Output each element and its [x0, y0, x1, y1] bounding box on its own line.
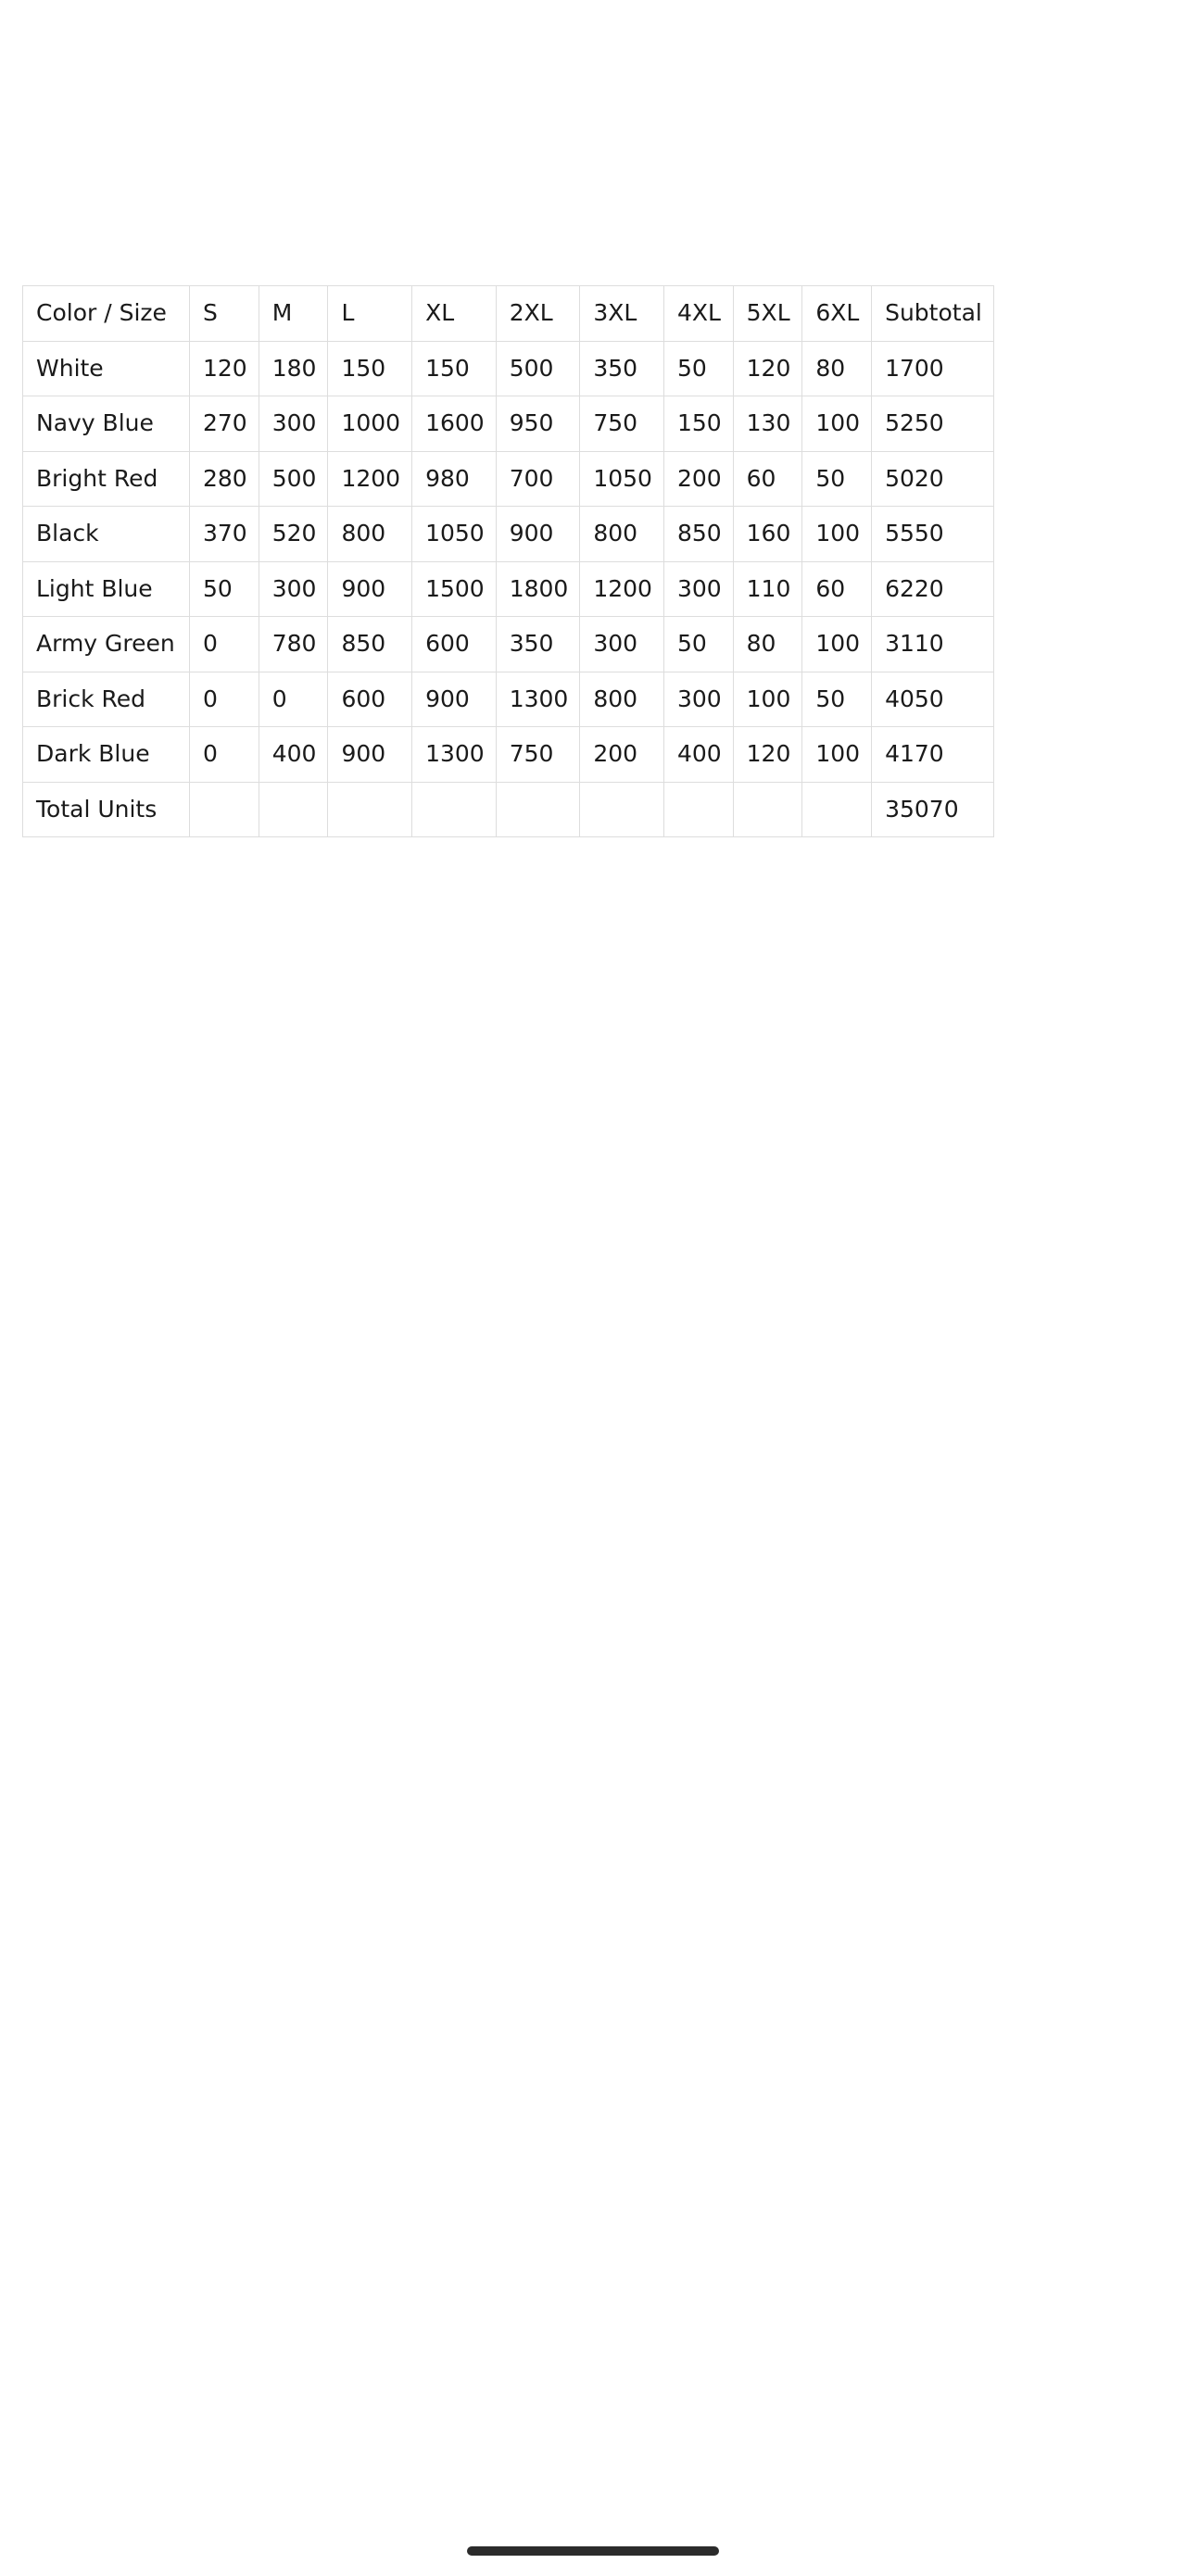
cell-5xl: 110: [733, 561, 802, 617]
cell-2xl: 350: [496, 617, 580, 672]
cell-3xl: 200: [580, 727, 664, 783]
row-label: Army Green: [23, 617, 190, 672]
cell-m: 0: [259, 672, 328, 727]
cell-2xl: 700: [496, 451, 580, 507]
cell-6xl: 80: [802, 341, 872, 396]
cell-s: 370: [190, 507, 259, 562]
cell-subtotal: 4170: [872, 727, 994, 783]
cell-2xl: 1300: [496, 672, 580, 727]
cell-3xl: 800: [580, 672, 664, 727]
cell-6xl: 50: [802, 451, 872, 507]
table-row: [23, 672, 994, 727]
column-header-xl: XL: [412, 286, 497, 342]
cell-3xl: 1050: [580, 451, 664, 507]
column-header-color-size: Color / Size: [23, 286, 190, 342]
cell-m: 780: [259, 617, 328, 672]
row-label: Black: [23, 507, 190, 562]
cell-s: 120: [190, 341, 259, 396]
table-row: [23, 341, 994, 396]
cell-m: 520: [259, 507, 328, 562]
cell-3xl: 300: [580, 617, 664, 672]
cell-4xl: 150: [663, 396, 733, 452]
cell-subtotal: 5550: [872, 507, 994, 562]
cell-5xl: 160: [733, 507, 802, 562]
cell-4xl: 50: [663, 341, 733, 396]
row-label: Light Blue: [23, 561, 190, 617]
cell-subtotal: 5250: [872, 396, 994, 452]
cell-subtotal: 5020: [872, 451, 994, 507]
cell-3xl: 750: [580, 396, 664, 452]
cell-m: 300: [259, 396, 328, 452]
home-indicator: [467, 2546, 719, 2556]
cell-total-units: 35070: [872, 782, 994, 837]
cell-m: 500: [259, 451, 328, 507]
cell-xl: 1600: [412, 396, 497, 452]
cell-6xl: 100: [802, 507, 872, 562]
cell-4xl: 400: [663, 727, 733, 783]
cell-3xl: 1200: [580, 561, 664, 617]
cell-3xl: 350: [580, 341, 664, 396]
cell-5xl: 60: [733, 451, 802, 507]
cell-6xl: 100: [802, 727, 872, 783]
column-header-6xl: 6XL: [802, 286, 872, 342]
cell-l: [328, 782, 412, 837]
cell-4xl: 50: [663, 617, 733, 672]
cell-l: 900: [328, 727, 412, 783]
inventory-table-container: [22, 285, 1164, 837]
cell-5xl: 130: [733, 396, 802, 452]
row-label: White: [23, 341, 190, 396]
cell-2xl: 950: [496, 396, 580, 452]
column-header-subtotal: Subtotal: [872, 286, 994, 342]
cell-xl: 150: [412, 341, 497, 396]
cell-3xl: 800: [580, 507, 664, 562]
cell-2xl: 900: [496, 507, 580, 562]
cell-5xl: 80: [733, 617, 802, 672]
column-header-4xl: 4XL: [663, 286, 733, 342]
column-header-l: L: [328, 286, 412, 342]
cell-l: 850: [328, 617, 412, 672]
cell-5xl: 120: [733, 727, 802, 783]
cell-4xl: [663, 782, 733, 837]
column-header-2xl: 2XL: [496, 286, 580, 342]
cell-l: 800: [328, 507, 412, 562]
cell-subtotal: 3110: [872, 617, 994, 672]
cell-s: 280: [190, 451, 259, 507]
cell-3xl: [580, 782, 664, 837]
cell-4xl: 300: [663, 561, 733, 617]
cell-5xl: 120: [733, 341, 802, 396]
column-header-3xl: 3XL: [580, 286, 664, 342]
cell-m: 400: [259, 727, 328, 783]
table-row: [23, 617, 994, 672]
column-header-5xl: 5XL: [733, 286, 802, 342]
table-row: [23, 507, 994, 562]
cell-6xl: [802, 782, 872, 837]
column-header-s: S: [190, 286, 259, 342]
row-label: Dark Blue: [23, 727, 190, 783]
cell-s: [190, 782, 259, 837]
cell-6xl: 100: [802, 617, 872, 672]
table-row: [23, 727, 994, 783]
cell-2xl: [496, 782, 580, 837]
cell-subtotal: 1700: [872, 341, 994, 396]
cell-xl: 980: [412, 451, 497, 507]
table-total-row: [23, 782, 994, 837]
cell-6xl: 100: [802, 396, 872, 452]
cell-xl: 1050: [412, 507, 497, 562]
table-row: [23, 396, 994, 452]
cell-subtotal: 4050: [872, 672, 994, 727]
cell-4xl: 200: [663, 451, 733, 507]
cell-s: 270: [190, 396, 259, 452]
table-body: [23, 341, 994, 837]
cell-m: 180: [259, 341, 328, 396]
cell-6xl: 60: [802, 561, 872, 617]
cell-l: 1000: [328, 396, 412, 452]
cell-xl: [412, 782, 497, 837]
cell-s: 0: [190, 727, 259, 783]
row-label: Bright Red: [23, 451, 190, 507]
cell-2xl: 500: [496, 341, 580, 396]
cell-xl: 1500: [412, 561, 497, 617]
cell-m: [259, 782, 328, 837]
cell-2xl: 1800: [496, 561, 580, 617]
cell-5xl: [733, 782, 802, 837]
cell-xl: 900: [412, 672, 497, 727]
cell-s: 0: [190, 672, 259, 727]
cell-4xl: 850: [663, 507, 733, 562]
cell-s: 0: [190, 617, 259, 672]
cell-l: 600: [328, 672, 412, 727]
row-label: Navy Blue: [23, 396, 190, 452]
row-label: Brick Red: [23, 672, 190, 727]
cell-l: 900: [328, 561, 412, 617]
table-row: [23, 451, 994, 507]
cell-5xl: 100: [733, 672, 802, 727]
cell-xl: 600: [412, 617, 497, 672]
cell-6xl: 50: [802, 672, 872, 727]
cell-m: 300: [259, 561, 328, 617]
column-header-m: M: [259, 286, 328, 342]
cell-subtotal: 6220: [872, 561, 994, 617]
cell-l: 1200: [328, 451, 412, 507]
table-row: [23, 561, 994, 617]
cell-2xl: 750: [496, 727, 580, 783]
table-header-row: [23, 286, 994, 342]
cell-4xl: 300: [663, 672, 733, 727]
row-label-total: Total Units: [23, 782, 190, 837]
table-header: [23, 286, 994, 342]
cell-s: 50: [190, 561, 259, 617]
inventory-table: [22, 285, 994, 837]
cell-l: 150: [328, 341, 412, 396]
cell-xl: 1300: [412, 727, 497, 783]
